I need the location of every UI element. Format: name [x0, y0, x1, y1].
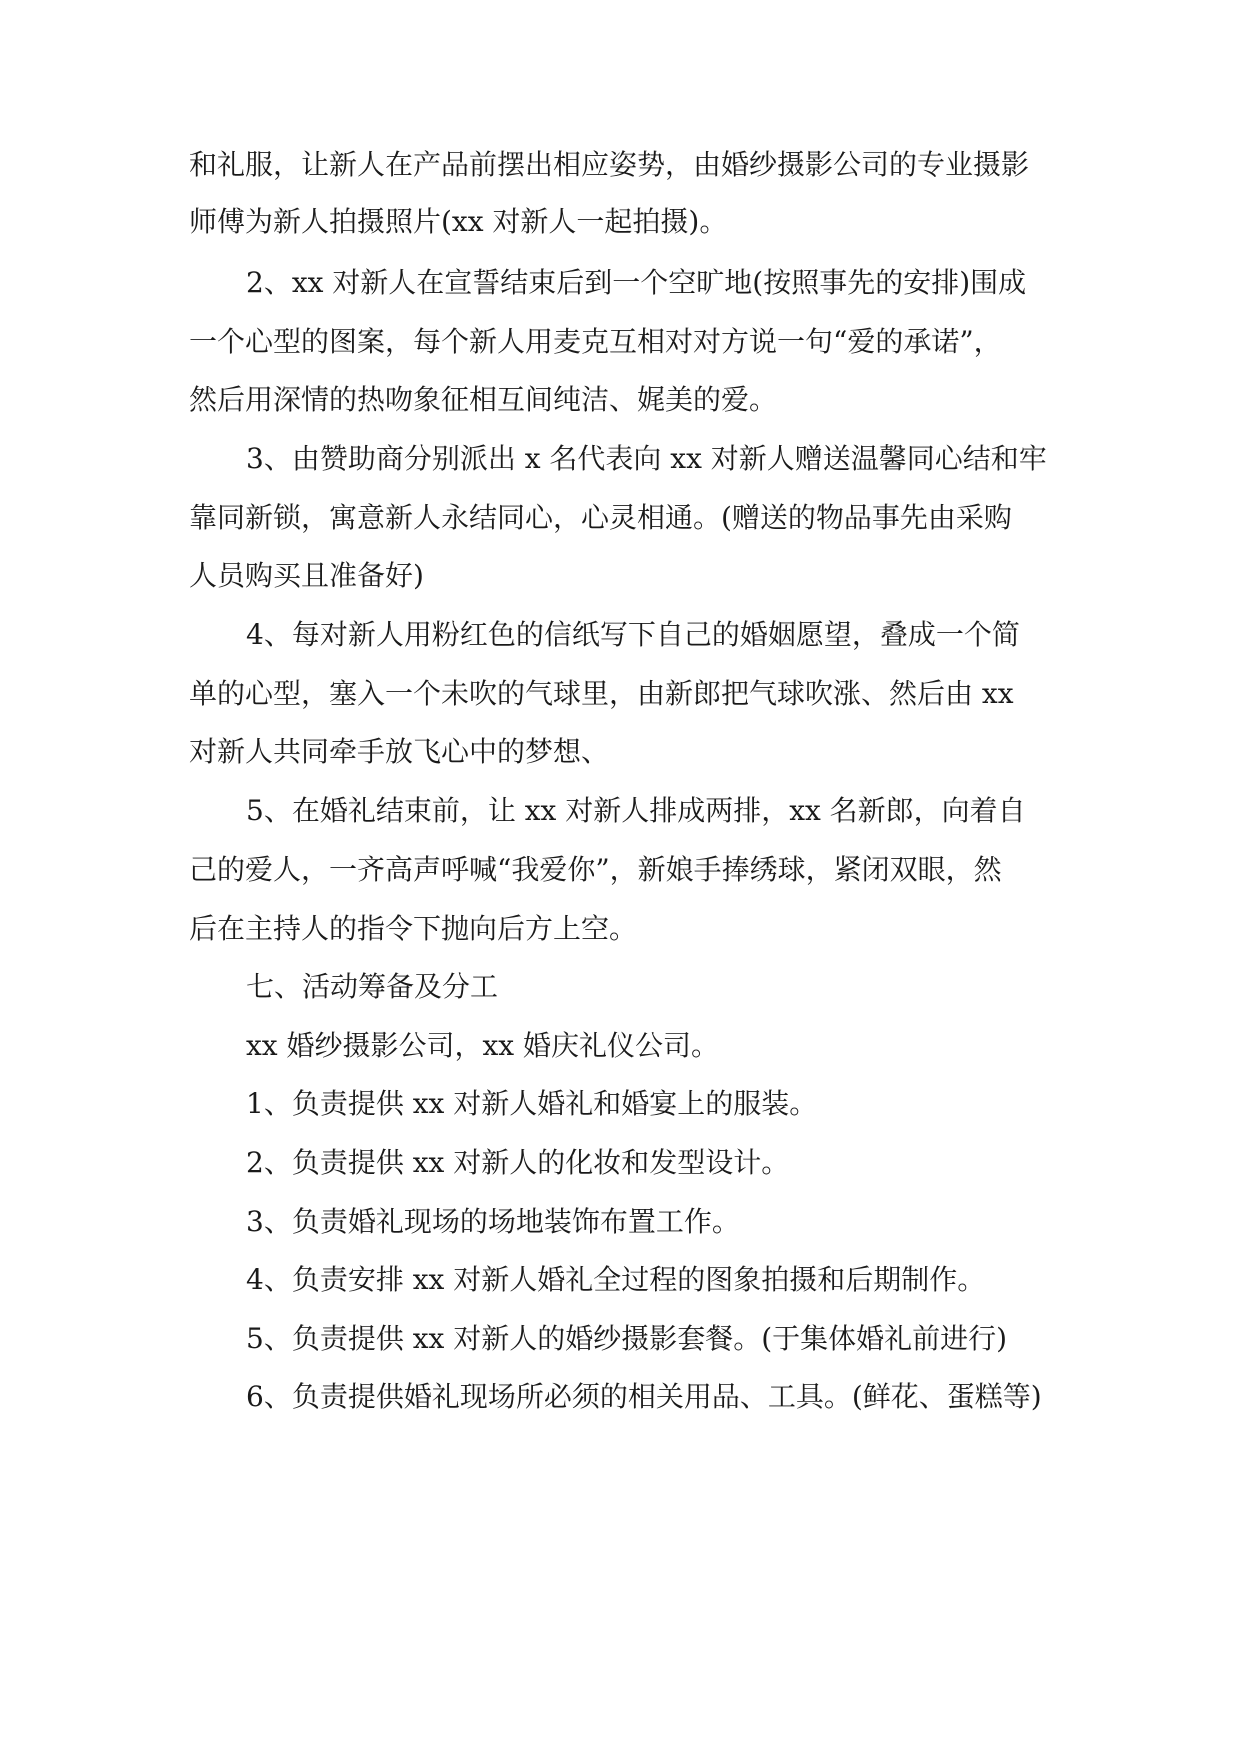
list-item: 3、负责婚礼现场的场地装饰布置工作。: [246, 1205, 740, 1238]
list-item: 5、负责提供 xx 对新人的婚纱摄影套餐。(于集体婚礼前进行): [246, 1322, 1008, 1355]
paragraph-line: 师傅为新人拍摄照片(xx 对新人一起拍摄)。: [189, 205, 728, 238]
paragraph-line: 单的心型，塞入一个未吹的气球里，由新郎把气球吹涨、然后由 xx: [189, 677, 1014, 710]
paragraph-line: 人员购买且准备好): [189, 559, 424, 592]
list-item: 1、负责提供 xx 对新人婚礼和婚宴上的服装。: [246, 1087, 818, 1120]
paragraph-line: 后在主持人的指令下抛向后方上空。: [189, 912, 638, 945]
paragraph-line: 2、xx 对新人在宣誓结束后到一个空旷地(按照事先的安排)围成: [246, 266, 1027, 299]
paragraph-line: 对新人共同牵手放飞心中的梦想、: [189, 735, 610, 768]
list-item: 4、负责安排 xx 对新人婚礼全过程的图象拍摄和后期制作。: [246, 1263, 986, 1296]
paragraph-line: 靠同新锁，寓意新人永结同心，心灵相通。(赠送的物品事先由采购: [189, 501, 1012, 534]
list-item: 2、负责提供 xx 对新人的化妆和发型设计。: [246, 1146, 790, 1179]
paragraph-line: 和礼服，让新人在产品前摆出相应姿势，由婚纱摄影公司的专业摄影: [189, 148, 1030, 181]
paragraph-line: 然后用深情的热吻象征相互间纯洁、娓美的爱。: [189, 383, 778, 416]
paragraph-line: 3、由赞助商分别派出 x 名代表向 xx 对新人赠送温馨同心结和牢: [246, 442, 1047, 475]
paragraph-line: xx 婚纱摄影公司，xx 婚庆礼仪公司。: [246, 1029, 719, 1062]
section-heading: 七、活动筹备及分工: [246, 970, 499, 1003]
list-item: 6、负责提供婚礼现场所必须的相关用品、工具。(鲜花、蛋糕等): [246, 1380, 1042, 1413]
paragraph-line: 己的爱人，一齐高声呼喊“我爱你”，新娘手捧绣球，紧闭双眼，然: [189, 853, 1002, 886]
paragraph-line: 5、在婚礼结束前，让 xx 对新人排成两排，xx 名新郎，向着自: [246, 794, 1026, 827]
paragraph-line: 一个心型的图案，每个新人用麦克互相对对方说一句“爱的承诺”，: [189, 325, 1002, 358]
paragraph-line: 4、每对新人用粉红色的信纸写下自己的婚姻愿望，叠成一个简: [246, 618, 1020, 651]
